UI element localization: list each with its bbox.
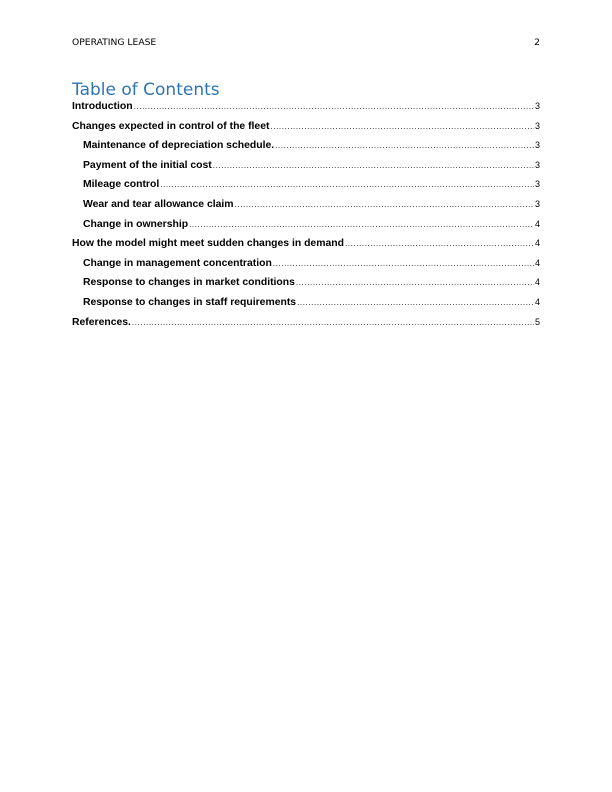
- toc-list: [72, 101, 540, 336]
- running-head: OPERATING LEASE: [72, 37, 157, 48]
- dot-leader: [273, 259, 534, 268]
- toc-entry-label: Response to changes in market conditions: [83, 277, 295, 289]
- page-header: [72, 37, 540, 49]
- toc-entry-page: 3: [534, 159, 540, 170]
- toc-entry-sudden-demand[interactable]: [72, 238, 540, 258]
- dot-leader: [345, 239, 534, 248]
- toc-entry-references[interactable]: [72, 317, 540, 337]
- toc-entry-page: 3: [534, 198, 540, 209]
- dot-leader: [134, 102, 534, 111]
- toc-entry-depreciation-schedule[interactable]: [72, 140, 540, 160]
- toc-title: Table of Contents: [72, 80, 220, 100]
- toc-entry-label: Changes expected in control of the fleet: [72, 120, 270, 132]
- dot-leader: [132, 318, 534, 327]
- toc-entry-label: Change in management concentration: [83, 257, 272, 269]
- toc-entry-label: Change in ownership: [83, 218, 189, 230]
- toc-entry-page: 4: [534, 218, 540, 229]
- toc-entry-management-concentration[interactable]: [72, 258, 540, 278]
- toc-entry-page: 4: [534, 238, 540, 249]
- toc-entry-page: 4: [534, 296, 540, 307]
- toc-entry-initial-cost[interactable]: [72, 160, 540, 180]
- dot-leader: [297, 298, 534, 307]
- toc-entry-mileage-control[interactable]: [72, 179, 540, 199]
- dot-leader: [275, 141, 534, 150]
- dot-leader: [213, 161, 534, 170]
- toc-entry-label: Mileage control: [83, 179, 160, 191]
- toc-entry-label: Maintenance of depreciation schedule.: [83, 140, 275, 152]
- toc-entry-change-in-ownership[interactable]: [72, 219, 540, 239]
- toc-entry-staff-requirements[interactable]: [72, 297, 540, 317]
- toc-entry-page: 4: [534, 257, 540, 268]
- toc-entry-label: Introduction: [72, 101, 133, 112]
- toc-entry-page: 3: [534, 120, 540, 131]
- toc-entry-label: References.: [72, 316, 131, 328]
- page-number: 2: [534, 37, 540, 48]
- dot-leader: [160, 180, 534, 189]
- toc-entry-page: 4: [534, 277, 540, 288]
- toc-entry-label: Wear and tear allowance claim: [83, 198, 234, 210]
- dot-leader: [189, 220, 534, 229]
- toc-entry-introduction[interactable]: [72, 101, 540, 121]
- toc-entry-market-conditions[interactable]: [72, 277, 540, 297]
- toc-entry-page: 5: [534, 316, 540, 327]
- toc-entry-page: 3: [534, 179, 540, 190]
- toc-entry-page: 3: [534, 140, 540, 151]
- dot-leader: [235, 200, 534, 209]
- dot-leader: [270, 122, 534, 131]
- toc-entry-page: 3: [534, 101, 540, 111]
- toc-entry-wear-and-tear[interactable]: [72, 199, 540, 219]
- toc-entry-label: Response to changes in staff requirements: [83, 296, 297, 308]
- toc-entry-label: How the model might meet sudden changes in demand: [72, 238, 344, 250]
- toc-entry-changes-in-control[interactable]: [72, 121, 540, 141]
- dot-leader: [296, 278, 534, 287]
- toc-entry-label: Payment of the initial cost: [83, 159, 212, 171]
